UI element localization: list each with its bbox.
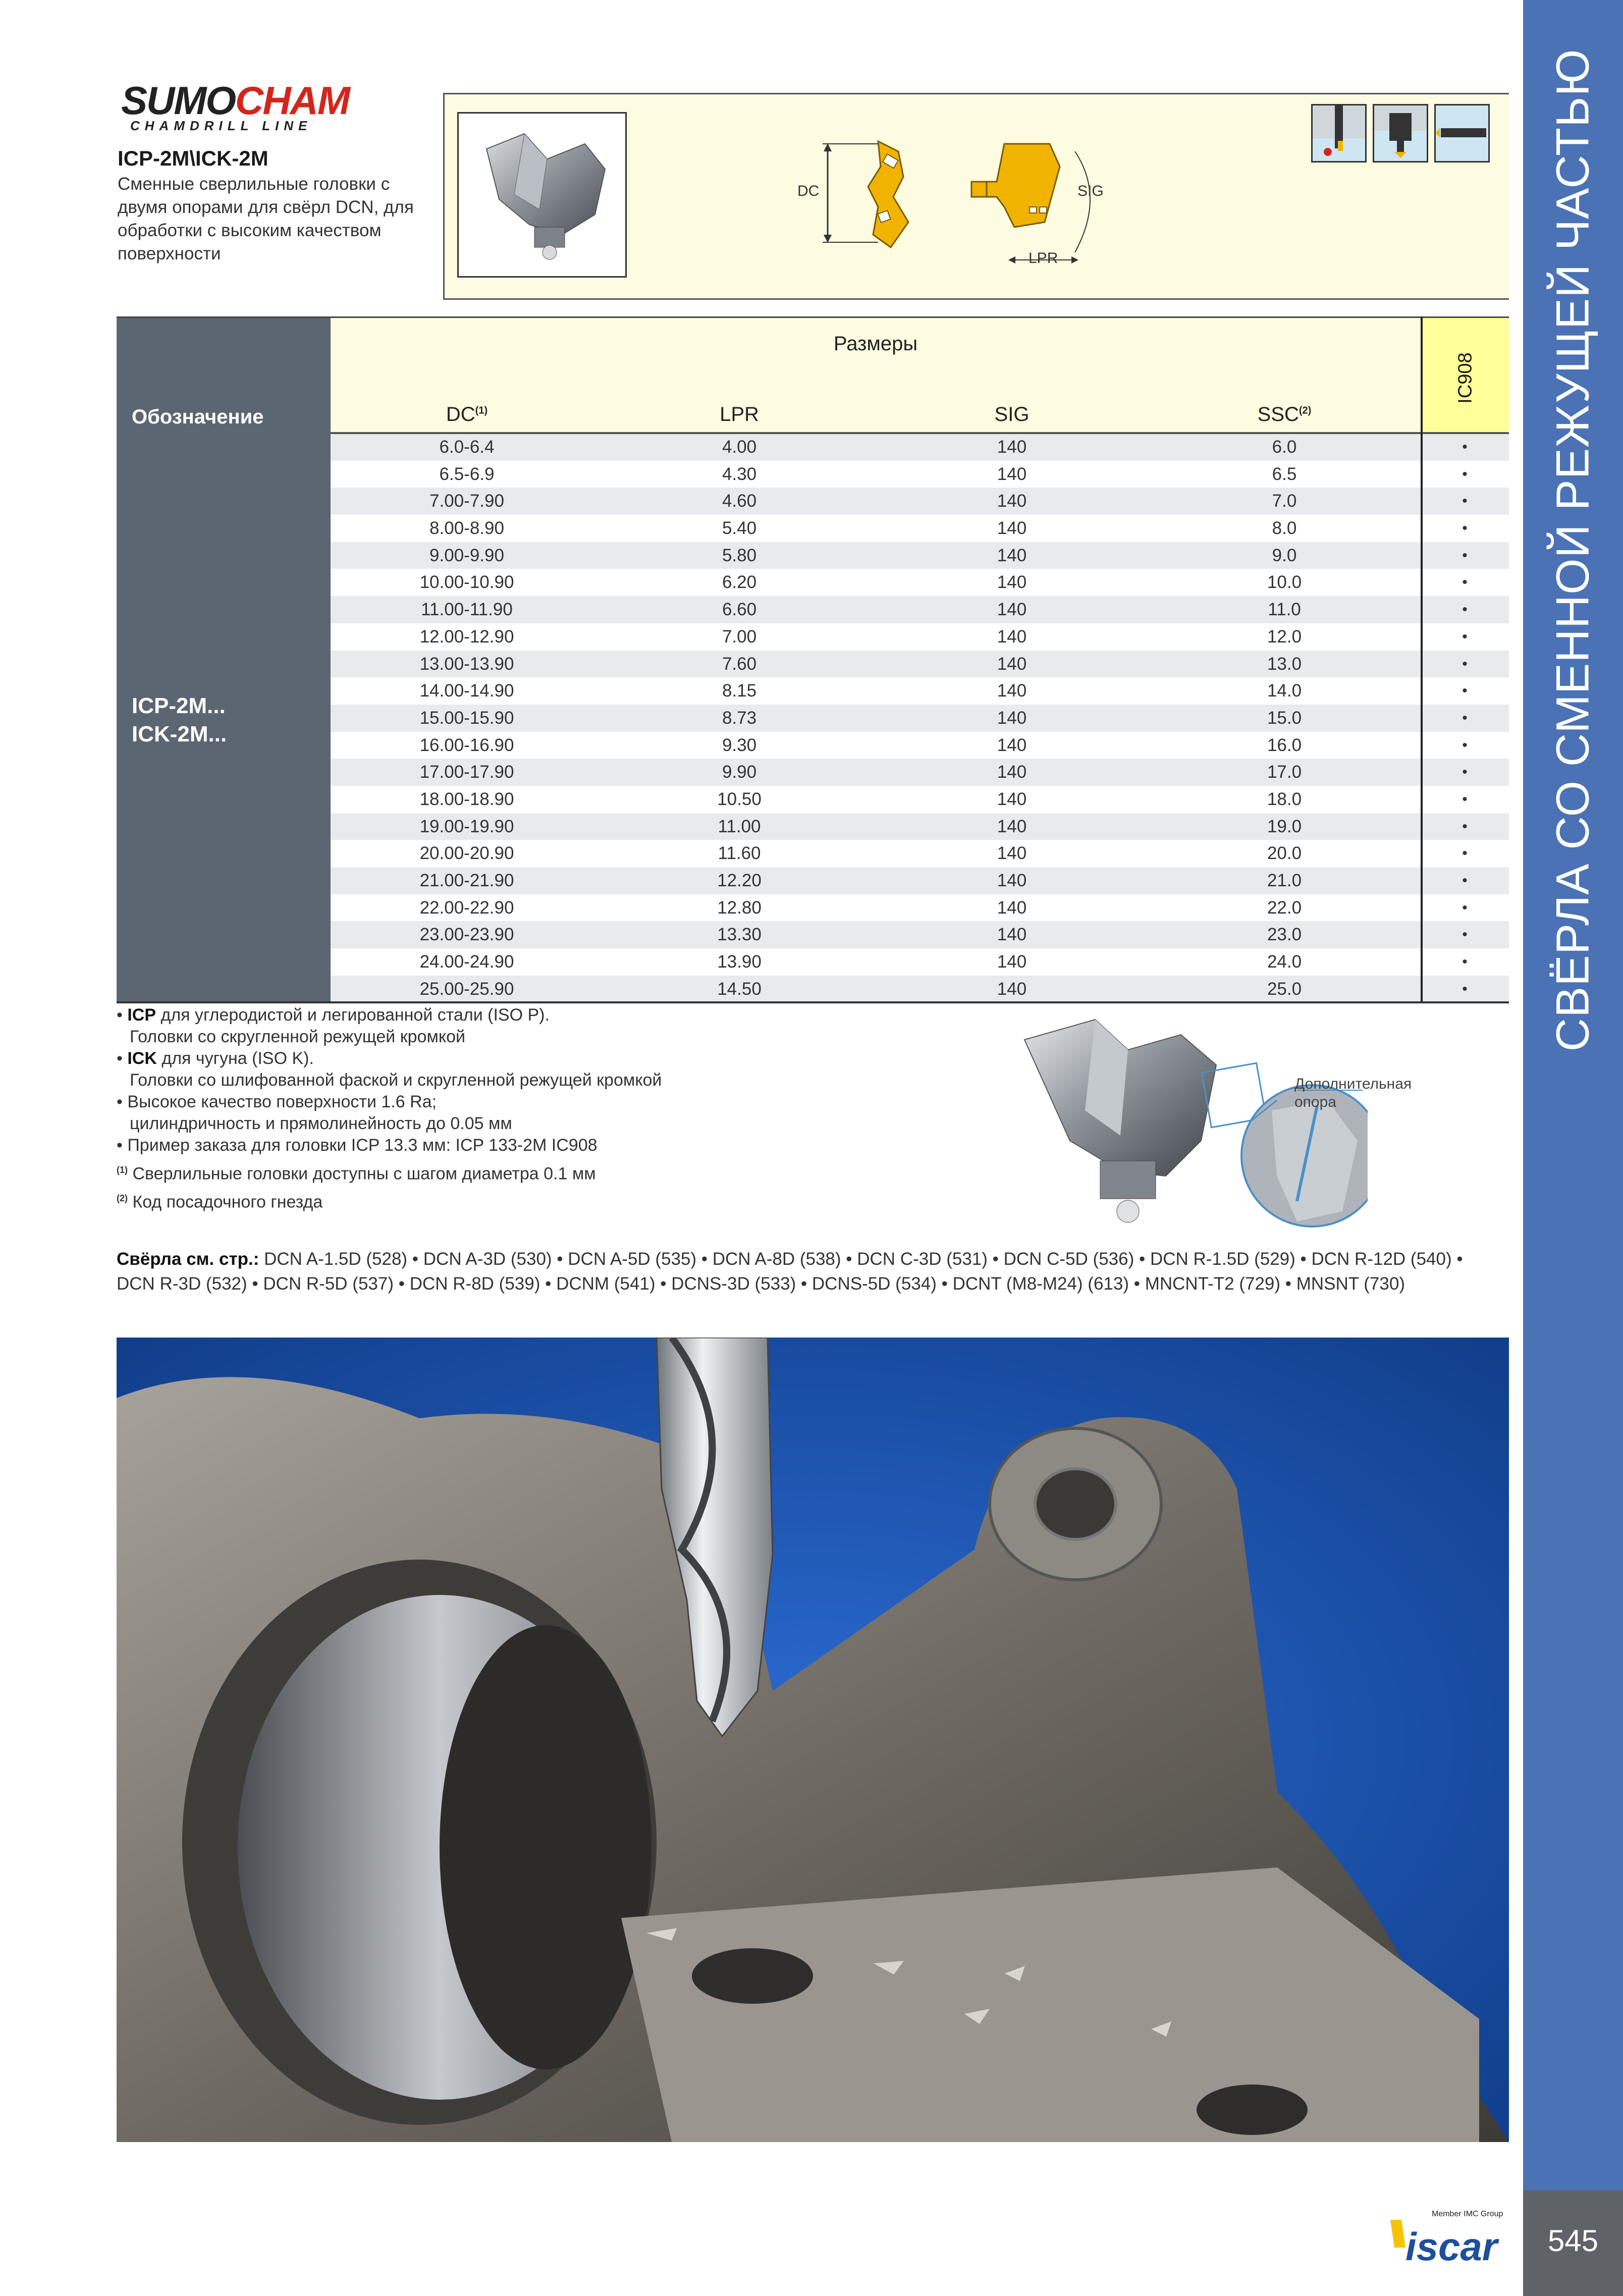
cell-ssc: 21.0	[1267, 871, 1302, 890]
cell-ssc: 6.5	[1272, 464, 1297, 484]
table-row	[331, 623, 1509, 651]
cell-ic908: •	[1462, 601, 1468, 618]
cell-sig: 140	[997, 545, 1027, 565]
cell-ssc: 16.0	[1267, 735, 1302, 755]
cell-sig: 140	[997, 789, 1027, 809]
sig-label: SIG	[1077, 183, 1104, 199]
cell-ic908: •	[1462, 980, 1468, 997]
cell-ssc: 12.0	[1267, 626, 1302, 647]
cell-ic908: •	[1462, 953, 1468, 971]
table-row	[331, 786, 1509, 813]
table-bottom-rule	[117, 1001, 1509, 1003]
table-row	[331, 434, 1509, 461]
cell-lpr: 4.30	[722, 464, 757, 484]
cell-ssc: 9.0	[1272, 545, 1297, 565]
table-row	[331, 976, 1509, 1003]
cell-lpr: 7.00	[722, 626, 757, 647]
sumocham-logo	[121, 78, 373, 136]
cell-lpr: 12.20	[717, 871, 762, 890]
cell-lpr: 14.50	[717, 979, 762, 999]
page-number: 545	[1547, 2224, 1599, 2258]
cell-lpr: 5.80	[722, 545, 757, 565]
cell-dc: 7.00-7.90	[429, 491, 504, 511]
cell-lpr: 11.00	[718, 816, 761, 836]
note-icp: • ICP для углеродистой и легированной стали (ISO P).	[117, 1005, 550, 1025]
cell-sig: 140	[997, 437, 1027, 457]
cell-ic908: •	[1462, 547, 1468, 564]
table-row	[331, 569, 1509, 596]
cell-ic908: •	[1462, 628, 1468, 645]
table-row	[331, 515, 1509, 542]
cell-ic908: •	[1462, 845, 1468, 862]
lpr-label: LPR	[1029, 250, 1058, 266]
cell-ssc: 22.0	[1267, 897, 1302, 918]
designation-ick: ICK-2M...	[132, 722, 227, 746]
cell-sig: 140	[997, 897, 1027, 918]
cell-ic908: •	[1462, 439, 1468, 455]
cell-lpr: 10.50	[717, 789, 762, 809]
cell-dc: 16.00-16.90	[419, 735, 514, 755]
logo-part1: SUMO	[121, 78, 235, 123]
cell-ic908: •	[1462, 899, 1468, 916]
dc-label: DC	[797, 183, 820, 199]
cell-dc: 8.00-8.90	[429, 518, 504, 539]
application-photo	[117, 1338, 1509, 2142]
table-row	[331, 677, 1509, 705]
dimension-diagram	[797, 136, 1115, 273]
cell-sig: 140	[997, 600, 1027, 620]
cell-lpr: 13.30	[717, 925, 762, 945]
header-separator	[331, 432, 1509, 434]
designation-header-cell	[117, 316, 331, 434]
cell-sig: 140	[997, 626, 1027, 647]
table-row	[331, 651, 1509, 678]
cell-ssc: 7.0	[1272, 491, 1297, 511]
note-ick-line2: Головки со шлифованной фаской и скругленной режущей кромкой	[130, 1071, 662, 1090]
table-row	[331, 705, 1509, 732]
cell-ic908: •	[1462, 493, 1468, 510]
member-label: Member IMC Group	[1432, 2210, 1503, 2218]
cell-ssc: 6.0	[1272, 437, 1297, 457]
cell-sig: 140	[997, 681, 1027, 701]
cell-lpr: 12.80	[717, 897, 762, 918]
notes-block	[117, 1004, 1025, 1213]
table-row	[331, 732, 1509, 759]
cell-ic908: •	[1462, 682, 1468, 700]
cell-ssc: 11.0	[1268, 600, 1301, 620]
cell-sig: 140	[997, 952, 1027, 972]
designation-icp: ICP-2M...	[132, 693, 226, 718]
cell-ic908: •	[1462, 872, 1468, 889]
cell-ssc: 25.0	[1267, 979, 1302, 999]
cell-lpr: 4.00	[722, 437, 757, 457]
drill-references	[117, 1247, 1499, 1296]
table-body	[331, 434, 1509, 1002]
drill-references-list: DCN A-1.5D (528) • DCN A-3D (530) • DCN A-5D (535) • DCN A-8D (538) • DCN C-3D (531) • DCN C-5D (536) • DCN R-1.5D (529) • DCN R-12D (540) • DCN R-3D (532) • DCN R-5D (537) • DCN R-8D (539) • DCNM (541) • DCNS-3D (533) • DCNS-5D (534) • DCNT (M8-M24) (613) • MNCNT-T2 (729) • MNSNT (730)	[117, 1249, 1463, 1294]
cell-ic908: •	[1462, 465, 1468, 483]
deep-drilling-icon	[1434, 104, 1490, 163]
cell-ssc: 10.0	[1267, 572, 1302, 593]
cell-sig: 140	[997, 464, 1027, 484]
cell-dc: 12.00-12.90	[419, 626, 514, 647]
cell-dc: 15.00-15.90	[419, 708, 514, 728]
cell-sig: 140	[997, 708, 1027, 728]
cell-ssc: 24.0	[1267, 952, 1302, 972]
footnote-2: $^{(2)}$ Код посадочного гнезда	[117, 1192, 323, 1212]
designation-header: Обозначение	[132, 406, 264, 428]
table-row	[331, 759, 1509, 786]
cell-dc: 23.00-23.90	[419, 925, 514, 945]
designation-column	[117, 434, 331, 1003]
drill-head-photo	[457, 112, 627, 278]
cell-lpr: 5.40	[722, 518, 757, 539]
cell-dc: 22.00-22.90	[419, 897, 514, 918]
cell-dc: 20.00-20.90	[419, 843, 514, 864]
cell-ssc: 18.0	[1267, 789, 1302, 809]
step-drilling-icon	[1373, 104, 1428, 163]
cell-dc: 19.00-19.90	[419, 816, 514, 836]
cell-dc: 10.00-10.90	[419, 572, 514, 593]
cell-lpr: 4.60	[722, 491, 757, 511]
cell-dc: 14.00-14.90	[419, 681, 514, 701]
cell-lpr: 13.90	[717, 952, 762, 972]
table-row	[331, 867, 1509, 894]
logo-part2: CHAM	[235, 78, 349, 123]
dimensions-table	[117, 316, 1509, 1003]
cell-ic908: •	[1462, 520, 1468, 537]
cell-lpr: 8.73	[722, 708, 757, 728]
logo-subtitle: CHAMDRILL LINE	[130, 118, 312, 133]
table-row	[331, 840, 1509, 867]
table-row	[331, 894, 1509, 922]
cell-sig: 140	[997, 735, 1027, 755]
cell-dc: 24.00-24.90	[419, 952, 514, 972]
cell-ic908: •	[1462, 574, 1468, 591]
sizes-header: Размеры	[833, 333, 918, 355]
table-top-rule	[117, 316, 1509, 318]
grade-column-rule	[1421, 316, 1423, 1003]
cell-lpr: 9.90	[722, 762, 757, 782]
cell-sig: 140	[997, 979, 1027, 999]
col-header-lpr: LPR	[720, 403, 759, 425]
cell-lpr: 6.20	[722, 572, 757, 593]
table-row	[331, 542, 1509, 569]
note-ick: • ICK для чугуна (ISO K).	[117, 1049, 314, 1068]
cell-ssc: 23.0	[1267, 925, 1302, 945]
cell-ssc: 13.0	[1267, 654, 1302, 674]
table-row	[331, 948, 1509, 976]
cell-sig: 140	[997, 762, 1027, 782]
table-row	[331, 596, 1509, 623]
cell-sig: 140	[997, 925, 1027, 945]
cell-dc: 17.00-17.90	[419, 762, 514, 782]
iscar-logo	[1385, 2210, 1511, 2270]
col-header-ssc: SSC$^{(2)}$	[1257, 403, 1312, 425]
side-title-text: СВЁРЛА СО СМЕННОЙ РЕЖУЩЕЙ ЧАСТЬЮ	[1547, 48, 1599, 1052]
cell-dc: 6.5-6.9	[439, 464, 495, 484]
table-row	[331, 488, 1509, 515]
cell-sig: 140	[997, 572, 1027, 593]
cell-ssc: 15.0	[1267, 708, 1302, 728]
cell-ic908: •	[1462, 818, 1468, 835]
cell-ic908: •	[1462, 790, 1468, 808]
insert-detail-photo	[1014, 1009, 1368, 1237]
grade-header-cell	[1423, 316, 1509, 434]
cell-ssc: 19.0	[1267, 816, 1302, 836]
cell-sig: 140	[997, 871, 1027, 890]
cell-sig: 140	[997, 654, 1027, 674]
cell-dc: 6.0-6.4	[439, 437, 495, 457]
brand-wordmark: iscar	[1405, 2224, 1498, 2269]
operation-icons	[1311, 104, 1493, 163]
cell-sig: 140	[997, 518, 1027, 539]
cell-ssc: 8.0	[1272, 518, 1297, 539]
cell-dc: 21.00-21.90	[419, 871, 514, 890]
drill-references-label: Свёрла см. стр.:	[117, 1249, 259, 1269]
product-title: ICP-2M\ICK-2M	[118, 146, 268, 170]
cell-ic908: •	[1462, 926, 1468, 943]
cell-sig: 140	[997, 843, 1027, 864]
col-header-dc: DC$^{(1)}$	[446, 403, 488, 425]
table-row	[331, 461, 1509, 488]
cell-ssc: 20.0	[1267, 843, 1302, 864]
table-row	[331, 813, 1509, 840]
cell-ssc: 14.0	[1267, 681, 1302, 701]
cell-lpr: 7.60	[722, 654, 757, 674]
cell-lpr: 9.30	[722, 735, 757, 755]
note-order-example: • Пример заказа для головки ICP 13.3 мм: ICP 133-2M IC908	[117, 1136, 598, 1155]
note-quality-line2: цилиндричность и прямолинейность до 0.05 мм	[130, 1114, 512, 1133]
sizes-header-cell	[331, 316, 1421, 434]
drilling-icon	[1311, 104, 1367, 163]
cell-ssc: 17.0	[1267, 762, 1302, 782]
cell-lpr: 11.60	[718, 843, 761, 864]
cell-lpr: 8.15	[722, 681, 757, 701]
cell-ic908: •	[1462, 655, 1468, 672]
cell-dc: 18.00-18.90	[419, 789, 514, 809]
cell-lpr: 6.60	[722, 600, 757, 620]
col-header-sig: SIG	[994, 403, 1030, 425]
cell-sig: 140	[997, 816, 1027, 836]
cell-dc: 13.00-13.90	[419, 654, 514, 674]
note-icp-line2: Головки со скругленной режущей кромкой	[130, 1027, 465, 1046]
cell-dc: 9.00-9.90	[429, 545, 504, 565]
cell-ic908: •	[1462, 709, 1468, 726]
additional-support-callout: Дополнительная опора	[1294, 1076, 1412, 1110]
cell-dc: 25.00-25.90	[419, 979, 514, 999]
cell-sig: 140	[997, 491, 1027, 511]
table-row	[331, 921, 1509, 948]
grade-header: IC908	[1454, 352, 1476, 404]
footnote-1: $^{(1)}$ Сверлильные головки доступны с шагом диаметра 0.1 мм	[117, 1164, 596, 1184]
note-quality: • Высокое качество поверхности 1.6 Ra;	[117, 1092, 437, 1111]
cell-ic908: •	[1462, 736, 1468, 754]
cell-ic908: •	[1462, 764, 1468, 781]
cell-dc: 11.00-11.90	[421, 600, 513, 620]
side-title	[1523, 0, 1623, 1161]
product-description: Сменные сверлильные головки с двумя опорами для свёрл DCN, для обработки с высоким качеством поверхности	[118, 174, 414, 263]
